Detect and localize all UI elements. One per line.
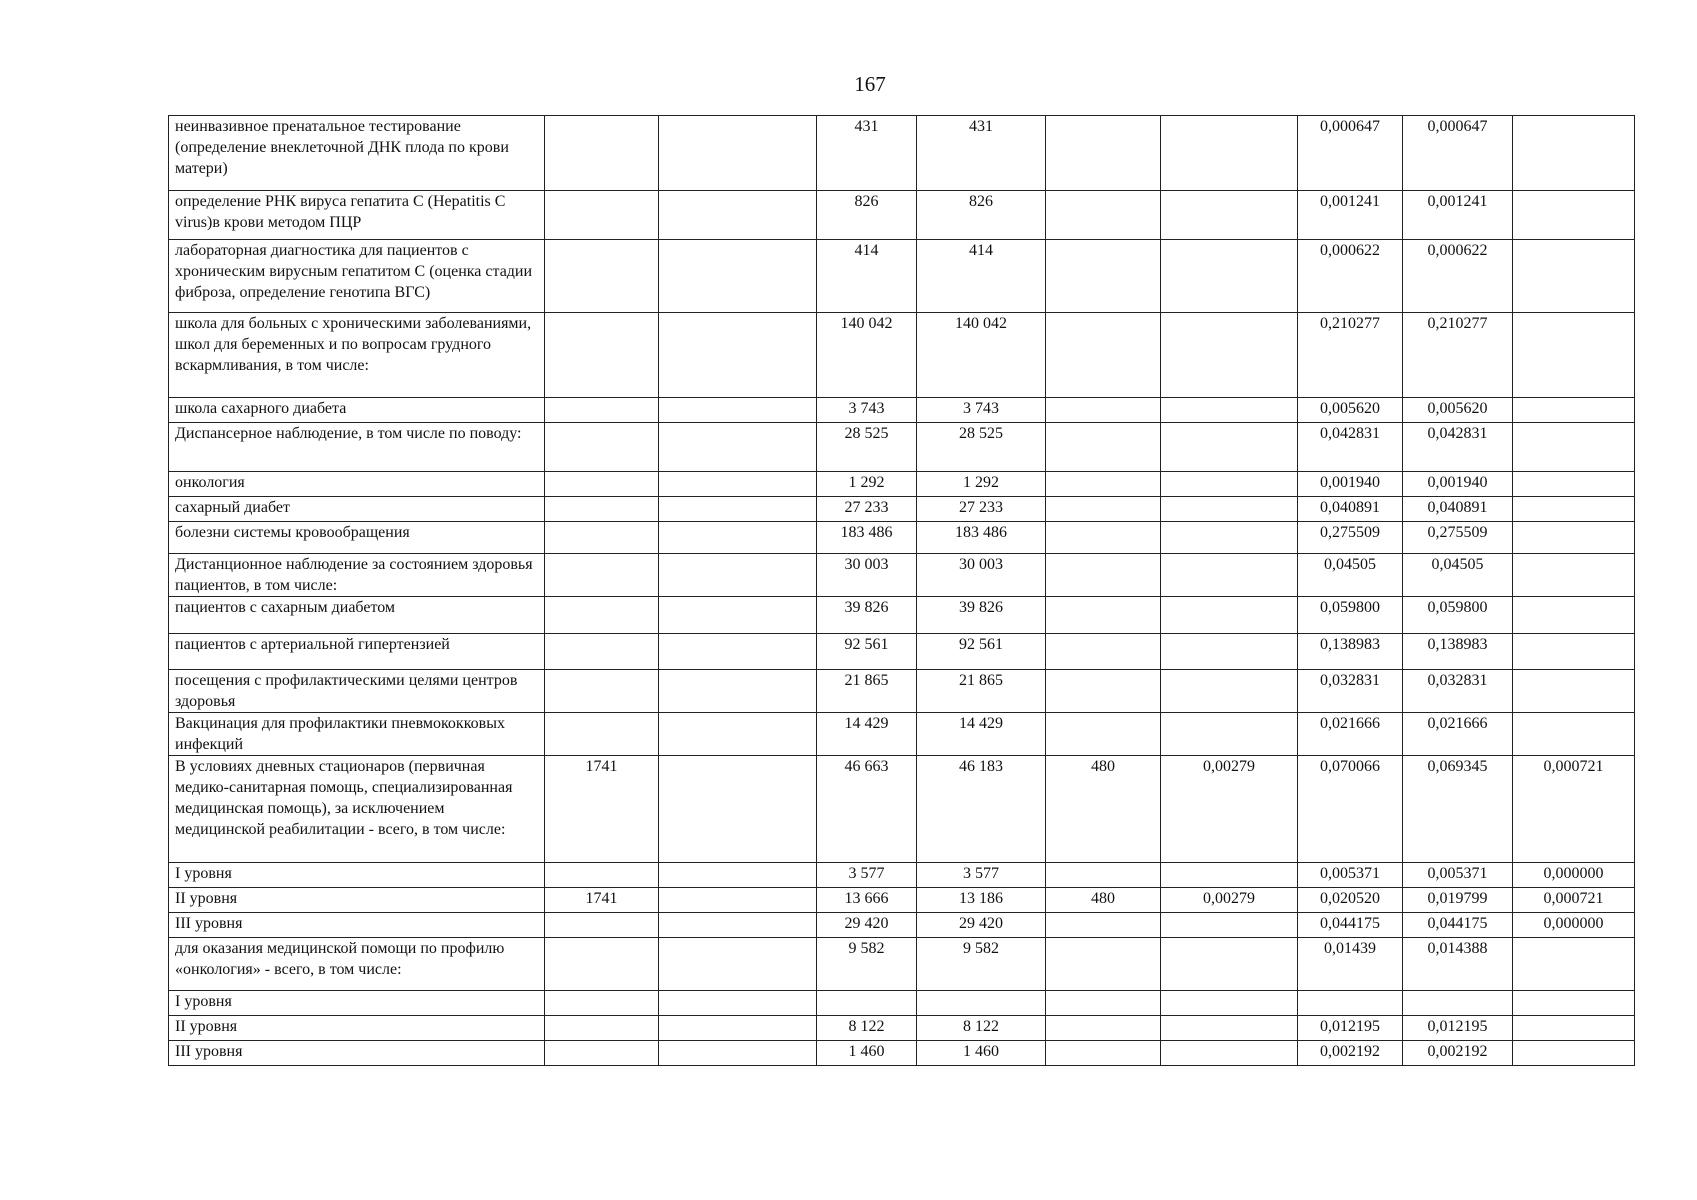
value-cell-c2 bbox=[545, 938, 659, 991]
value-cell-c4: 30 003 bbox=[817, 554, 917, 597]
value-cell-c3 bbox=[659, 863, 817, 888]
value-cell-c3 bbox=[659, 913, 817, 938]
value-cell-c8: 0,001241 bbox=[1298, 191, 1403, 240]
value-cell-c3 bbox=[659, 938, 817, 991]
value-cell-c6 bbox=[1046, 472, 1161, 497]
row-label: посещения с профилактическими целями центров здоровья bbox=[169, 670, 545, 713]
value-cell-c6 bbox=[1046, 497, 1161, 522]
value-cell-c5: 9 582 bbox=[917, 938, 1046, 991]
value-cell-c2 bbox=[545, 713, 659, 756]
value-cell-c4: 183 486 bbox=[817, 522, 917, 554]
value-cell-c7 bbox=[1161, 713, 1298, 756]
value-cell-c6 bbox=[1046, 670, 1161, 713]
value-cell-c8 bbox=[1298, 991, 1403, 1016]
value-cell-c8: 0,070066 bbox=[1298, 756, 1403, 863]
value-cell-c7 bbox=[1161, 634, 1298, 670]
row-label: Диспансерное наблюдение, в том числе по поводу: bbox=[169, 423, 545, 472]
value-cell-c3 bbox=[659, 398, 817, 423]
value-cell-c3 bbox=[659, 522, 817, 554]
value-cell-c10 bbox=[1513, 670, 1635, 713]
value-cell-c5: 1 292 bbox=[917, 472, 1046, 497]
value-cell-c4: 9 582 bbox=[817, 938, 917, 991]
value-cell-c10 bbox=[1513, 522, 1635, 554]
value-cell-c10 bbox=[1513, 116, 1635, 191]
value-cell-c6: 480 bbox=[1046, 756, 1161, 863]
data-table bbox=[168, 115, 1635, 1066]
table-row bbox=[169, 756, 1635, 863]
value-cell-c8: 0,032831 bbox=[1298, 670, 1403, 713]
value-cell-c8: 0,000647 bbox=[1298, 116, 1403, 191]
value-cell-c6 bbox=[1046, 554, 1161, 597]
table-row bbox=[169, 423, 1635, 472]
table-row bbox=[169, 863, 1635, 888]
value-cell-c6 bbox=[1046, 240, 1161, 313]
table-row bbox=[169, 634, 1635, 670]
value-cell-c9: 0,059800 bbox=[1403, 597, 1513, 634]
value-cell-c7 bbox=[1161, 938, 1298, 991]
value-cell-c2 bbox=[545, 670, 659, 713]
value-cell-c5: 30 003 bbox=[917, 554, 1046, 597]
table-row bbox=[169, 913, 1635, 938]
value-cell-c9: 0,005620 bbox=[1403, 398, 1513, 423]
value-cell-c4: 140 042 bbox=[817, 313, 917, 398]
value-cell-c6 bbox=[1046, 913, 1161, 938]
value-cell-c6 bbox=[1046, 938, 1161, 991]
value-cell-c4: 1 460 bbox=[817, 1041, 917, 1066]
value-cell-c2 bbox=[545, 863, 659, 888]
value-cell-c5: 8 122 bbox=[917, 1016, 1046, 1041]
value-cell-c4: 92 561 bbox=[817, 634, 917, 670]
value-cell-c9: 0,275509 bbox=[1403, 522, 1513, 554]
value-cell-c7 bbox=[1161, 991, 1298, 1016]
value-cell-c3 bbox=[659, 191, 817, 240]
table-row bbox=[169, 597, 1635, 634]
value-cell-c4: 431 bbox=[817, 116, 917, 191]
table-row bbox=[169, 398, 1635, 423]
value-cell-c8: 0,005620 bbox=[1298, 398, 1403, 423]
table-row bbox=[169, 713, 1635, 756]
value-cell-c3 bbox=[659, 554, 817, 597]
value-cell-c6 bbox=[1046, 522, 1161, 554]
row-label: Вакцинация для профилактики пневмококковых инфекций bbox=[169, 713, 545, 756]
value-cell-c8: 0,021666 bbox=[1298, 713, 1403, 756]
value-cell-c2: 1741 bbox=[545, 888, 659, 913]
value-cell-c9: 0,001940 bbox=[1403, 472, 1513, 497]
value-cell-c4: 1 292 bbox=[817, 472, 917, 497]
value-cell-c10 bbox=[1513, 634, 1635, 670]
value-cell-c2 bbox=[545, 522, 659, 554]
value-cell-c8: 0,001940 bbox=[1298, 472, 1403, 497]
value-cell-c3 bbox=[659, 472, 817, 497]
value-cell-c4: 14 429 bbox=[817, 713, 917, 756]
value-cell-c6 bbox=[1046, 713, 1161, 756]
value-cell-c7 bbox=[1161, 313, 1298, 398]
value-cell-c7 bbox=[1161, 670, 1298, 713]
value-cell-c8: 0,04505 bbox=[1298, 554, 1403, 597]
row-label: пациентов с артериальной гипертензией bbox=[169, 634, 545, 670]
value-cell-c7 bbox=[1161, 597, 1298, 634]
value-cell-c6 bbox=[1046, 116, 1161, 191]
value-cell-c6 bbox=[1046, 634, 1161, 670]
value-cell-c4: 46 663 bbox=[817, 756, 917, 863]
value-cell-c3 bbox=[659, 1016, 817, 1041]
value-cell-c8: 0,138983 bbox=[1298, 634, 1403, 670]
value-cell-c10 bbox=[1513, 398, 1635, 423]
value-cell-c5: 13 186 bbox=[917, 888, 1046, 913]
value-cell-c7 bbox=[1161, 497, 1298, 522]
table-row bbox=[169, 313, 1635, 398]
value-cell-c10 bbox=[1513, 991, 1635, 1016]
value-cell-c6: 480 bbox=[1046, 888, 1161, 913]
value-cell-c10: 0,000000 bbox=[1513, 863, 1635, 888]
row-label: В условиях дневных стационаров (первичная медико-санитарная помощь, специализированная медицинская помощь), за исключением медицинской реабилитации - всего, в том числе: bbox=[169, 756, 545, 863]
value-cell-c2 bbox=[545, 1016, 659, 1041]
value-cell-c6 bbox=[1046, 597, 1161, 634]
value-cell-c2 bbox=[545, 597, 659, 634]
value-cell-c3 bbox=[659, 597, 817, 634]
value-cell-c3 bbox=[659, 116, 817, 191]
value-cell-c7 bbox=[1161, 116, 1298, 191]
value-cell-c6 bbox=[1046, 191, 1161, 240]
value-cell-c9: 0,021666 bbox=[1403, 713, 1513, 756]
value-cell-c3 bbox=[659, 670, 817, 713]
value-cell-c10: 0,000000 bbox=[1513, 913, 1635, 938]
table-row bbox=[169, 554, 1635, 597]
value-cell-c8: 0,059800 bbox=[1298, 597, 1403, 634]
value-cell-c5: 431 bbox=[917, 116, 1046, 191]
value-cell-c9 bbox=[1403, 991, 1513, 1016]
value-cell-c4: 8 122 bbox=[817, 1016, 917, 1041]
value-cell-c9: 0,005371 bbox=[1403, 863, 1513, 888]
row-label: определение РНК вируса гепатита С (Hepatitis C virus)в крови методом ПЦР bbox=[169, 191, 545, 240]
value-cell-c5: 14 429 bbox=[917, 713, 1046, 756]
value-cell-c8: 0,210277 bbox=[1298, 313, 1403, 398]
value-cell-c6 bbox=[1046, 423, 1161, 472]
value-cell-c4: 21 865 bbox=[817, 670, 917, 713]
value-cell-c9: 0,012195 bbox=[1403, 1016, 1513, 1041]
value-cell-c9: 0,210277 bbox=[1403, 313, 1513, 398]
table-row bbox=[169, 522, 1635, 554]
value-cell-c9: 0,000647 bbox=[1403, 116, 1513, 191]
row-label: школа сахарного диабета bbox=[169, 398, 545, 423]
value-cell-c3 bbox=[659, 756, 817, 863]
value-cell-c2 bbox=[545, 991, 659, 1016]
value-cell-c4: 39 826 bbox=[817, 597, 917, 634]
row-label: Дистанционное наблюдение за состоянием здоровья пациентов, в том числе: bbox=[169, 554, 545, 597]
value-cell-c10 bbox=[1513, 423, 1635, 472]
value-cell-c3 bbox=[659, 1041, 817, 1066]
value-cell-c3 bbox=[659, 240, 817, 313]
value-cell-c9: 0,040891 bbox=[1403, 497, 1513, 522]
value-cell-c2 bbox=[545, 913, 659, 938]
value-cell-c7 bbox=[1161, 554, 1298, 597]
value-cell-c4: 3 743 bbox=[817, 398, 917, 423]
value-cell-c2 bbox=[545, 497, 659, 522]
value-cell-c6 bbox=[1046, 863, 1161, 888]
value-cell-c6 bbox=[1046, 991, 1161, 1016]
value-cell-c5: 183 486 bbox=[917, 522, 1046, 554]
value-cell-c9: 0,044175 bbox=[1403, 913, 1513, 938]
value-cell-c10 bbox=[1513, 1016, 1635, 1041]
value-cell-c2 bbox=[545, 423, 659, 472]
row-label: I уровня bbox=[169, 991, 545, 1016]
value-cell-c5: 92 561 bbox=[917, 634, 1046, 670]
value-cell-c8: 0,01439 bbox=[1298, 938, 1403, 991]
value-cell-c8: 0,000622 bbox=[1298, 240, 1403, 313]
value-cell-c6 bbox=[1046, 1041, 1161, 1066]
table-row bbox=[169, 472, 1635, 497]
value-cell-c9: 0,069345 bbox=[1403, 756, 1513, 863]
value-cell-c9: 0,042831 bbox=[1403, 423, 1513, 472]
value-cell-c4: 826 bbox=[817, 191, 917, 240]
value-cell-c4: 29 420 bbox=[817, 913, 917, 938]
value-cell-c2 bbox=[545, 554, 659, 597]
row-label: болезни системы кровообращения bbox=[169, 522, 545, 554]
row-label: пациентов с сахарным диабетом bbox=[169, 597, 545, 634]
table-row bbox=[169, 240, 1635, 313]
value-cell-c2: 1741 bbox=[545, 756, 659, 863]
value-cell-c3 bbox=[659, 991, 817, 1016]
value-cell-c5: 21 865 bbox=[917, 670, 1046, 713]
value-cell-c10 bbox=[1513, 191, 1635, 240]
value-cell-c6 bbox=[1046, 313, 1161, 398]
value-cell-c5: 3 577 bbox=[917, 863, 1046, 888]
value-cell-c9: 0,032831 bbox=[1403, 670, 1513, 713]
value-cell-c4: 3 577 bbox=[817, 863, 917, 888]
table-row bbox=[169, 670, 1635, 713]
value-cell-c5: 29 420 bbox=[917, 913, 1046, 938]
value-cell-c3 bbox=[659, 713, 817, 756]
value-cell-c7 bbox=[1161, 472, 1298, 497]
value-cell-c7: 0,00279 bbox=[1161, 888, 1298, 913]
row-label: для оказания медицинской помощи по профилю «онкология» - всего, в том числе: bbox=[169, 938, 545, 991]
row-label: школа для больных с хроническими заболеваниями, школ для беременных и по вопросам грудного вскармливания, в том числе: bbox=[169, 313, 545, 398]
value-cell-c9: 0,138983 bbox=[1403, 634, 1513, 670]
value-cell-c10 bbox=[1513, 713, 1635, 756]
value-cell-c5 bbox=[917, 991, 1046, 1016]
table-row bbox=[169, 191, 1635, 240]
value-cell-c5: 414 bbox=[917, 240, 1046, 313]
value-cell-c5: 3 743 bbox=[917, 398, 1046, 423]
value-cell-c7 bbox=[1161, 863, 1298, 888]
value-cell-c4: 27 233 bbox=[817, 497, 917, 522]
value-cell-c5: 39 826 bbox=[917, 597, 1046, 634]
table-row bbox=[169, 888, 1635, 913]
value-cell-c4: 414 bbox=[817, 240, 917, 313]
value-cell-c8: 0,275509 bbox=[1298, 522, 1403, 554]
page-number: 167 bbox=[854, 72, 886, 96]
value-cell-c10 bbox=[1513, 554, 1635, 597]
value-cell-c2 bbox=[545, 240, 659, 313]
table-row bbox=[169, 938, 1635, 991]
value-cell-c4 bbox=[817, 991, 917, 1016]
value-cell-c2 bbox=[545, 398, 659, 423]
value-cell-c10 bbox=[1513, 497, 1635, 522]
row-label: онкология bbox=[169, 472, 545, 497]
value-cell-c2 bbox=[545, 634, 659, 670]
value-cell-c3 bbox=[659, 888, 817, 913]
value-cell-c8: 0,040891 bbox=[1298, 497, 1403, 522]
value-cell-c7 bbox=[1161, 913, 1298, 938]
value-cell-c9: 0,04505 bbox=[1403, 554, 1513, 597]
value-cell-c7 bbox=[1161, 1016, 1298, 1041]
value-cell-c10 bbox=[1513, 597, 1635, 634]
table-row bbox=[169, 116, 1635, 191]
value-cell-c8: 0,012195 bbox=[1298, 1016, 1403, 1041]
value-cell-c4: 28 525 bbox=[817, 423, 917, 472]
value-cell-c3 bbox=[659, 497, 817, 522]
value-cell-c7 bbox=[1161, 522, 1298, 554]
row-label: неинвазивное пренатальное тестирование (определение внеклеточной ДНК плода по крови матери) bbox=[169, 116, 545, 191]
value-cell-c3 bbox=[659, 423, 817, 472]
value-cell-c10 bbox=[1513, 313, 1635, 398]
value-cell-c9: 0,001241 bbox=[1403, 191, 1513, 240]
row-label: I уровня bbox=[169, 863, 545, 888]
value-cell-c5: 140 042 bbox=[917, 313, 1046, 398]
value-cell-c9: 0,019799 bbox=[1403, 888, 1513, 913]
value-cell-c5: 1 460 bbox=[917, 1041, 1046, 1066]
row-label: III уровня bbox=[169, 1041, 545, 1066]
value-cell-c6 bbox=[1046, 398, 1161, 423]
value-cell-c7: 0,00279 bbox=[1161, 756, 1298, 863]
value-cell-c2 bbox=[545, 472, 659, 497]
value-cell-c2 bbox=[545, 313, 659, 398]
value-cell-c8: 0,044175 bbox=[1298, 913, 1403, 938]
value-cell-c2 bbox=[545, 116, 659, 191]
value-cell-c9: 0,000622 bbox=[1403, 240, 1513, 313]
value-cell-c10: 0,000721 bbox=[1513, 756, 1635, 863]
value-cell-c5: 826 bbox=[917, 191, 1046, 240]
table-row bbox=[169, 991, 1635, 1016]
value-cell-c7 bbox=[1161, 423, 1298, 472]
value-cell-c10 bbox=[1513, 938, 1635, 991]
value-cell-c8: 0,002192 bbox=[1298, 1041, 1403, 1066]
value-cell-c7 bbox=[1161, 398, 1298, 423]
value-cell-c6 bbox=[1046, 1016, 1161, 1041]
value-cell-c4: 13 666 bbox=[817, 888, 917, 913]
value-cell-c7 bbox=[1161, 240, 1298, 313]
value-cell-c3 bbox=[659, 313, 817, 398]
row-label: сахарный диабет bbox=[169, 497, 545, 522]
row-label: лабораторная диагностика для пациентов с хроническим вирусным гепатитом С (оценка стадии фиброза, определение генотипа ВГС) bbox=[169, 240, 545, 313]
row-label: II уровня bbox=[169, 888, 545, 913]
table-row bbox=[169, 497, 1635, 522]
table-row bbox=[169, 1016, 1635, 1041]
value-cell-c10 bbox=[1513, 240, 1635, 313]
value-cell-c10 bbox=[1513, 472, 1635, 497]
value-cell-c5: 46 183 bbox=[917, 756, 1046, 863]
value-cell-c2 bbox=[545, 191, 659, 240]
value-cell-c3 bbox=[659, 634, 817, 670]
table-row bbox=[169, 1041, 1635, 1066]
value-cell-c2 bbox=[545, 1041, 659, 1066]
value-cell-c7 bbox=[1161, 1041, 1298, 1066]
value-cell-c5: 27 233 bbox=[917, 497, 1046, 522]
value-cell-c10 bbox=[1513, 1041, 1635, 1066]
row-label: III уровня bbox=[169, 913, 545, 938]
value-cell-c10: 0,000721 bbox=[1513, 888, 1635, 913]
value-cell-c5: 28 525 bbox=[917, 423, 1046, 472]
value-cell-c8: 0,020520 bbox=[1298, 888, 1403, 913]
value-cell-c7 bbox=[1161, 191, 1298, 240]
value-cell-c8: 0,005371 bbox=[1298, 863, 1403, 888]
value-cell-c8: 0,042831 bbox=[1298, 423, 1403, 472]
row-label: II уровня bbox=[169, 1016, 545, 1041]
value-cell-c9: 0,002192 bbox=[1403, 1041, 1513, 1066]
value-cell-c9: 0,014388 bbox=[1403, 938, 1513, 991]
